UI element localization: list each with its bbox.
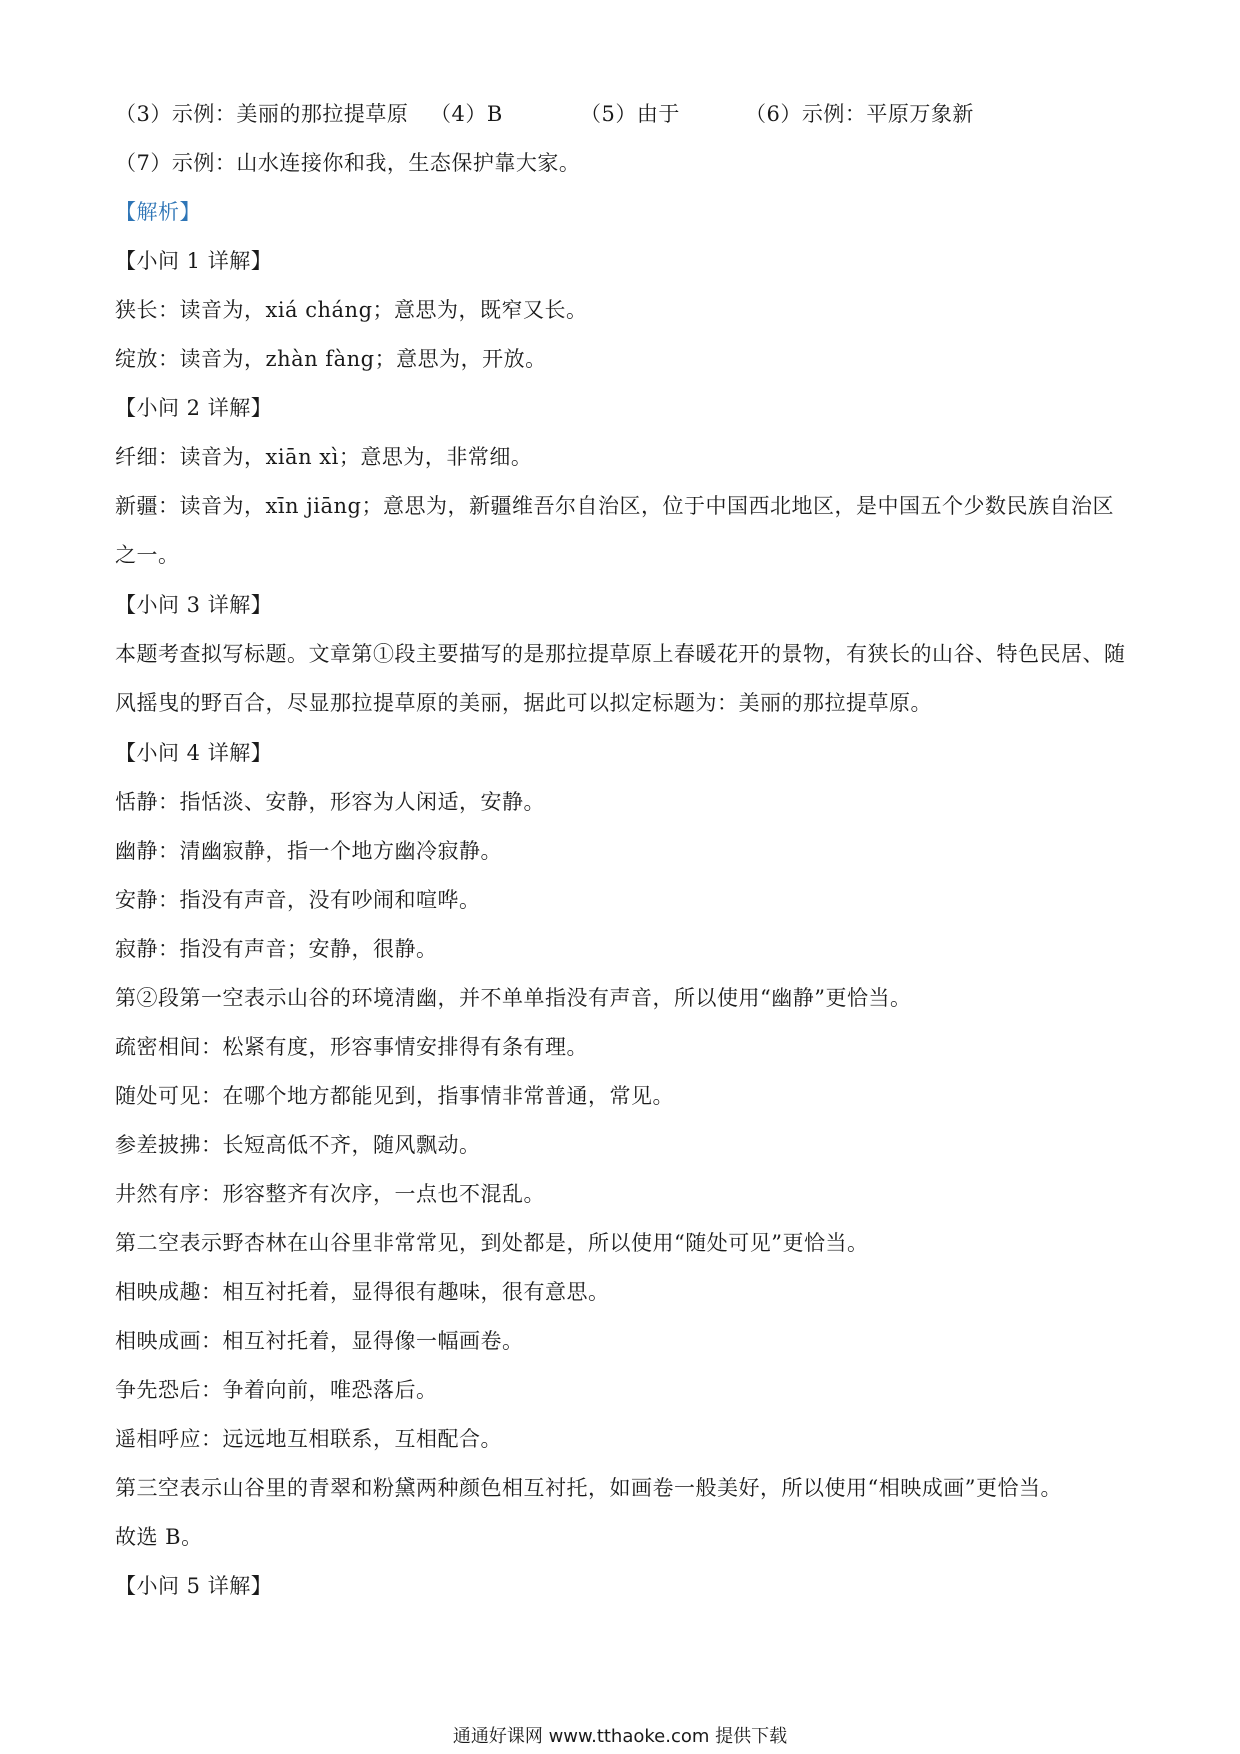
q4-line-4: 寂静：指没有声音；安静，很静。 [115, 937, 438, 961]
page-footer: 通通好课网 www.tthaoke.com 提供下载 [452, 1726, 788, 1747]
document-content [115, 100, 1135, 1621]
q1-heading: 【小问 1 详解】 [115, 249, 273, 273]
q4-line-13: 争先恐后：争着向前，唯恐落后。 [115, 1378, 438, 1402]
q1-line-2: 绽放：读音为，zhàn fàng；意思为，开放。 [115, 347, 547, 371]
answer-5: （5）由于 [580, 102, 680, 126]
q4-line-11: 相映成趣：相互衬托着，显得很有趣味，很有意思。 [115, 1280, 610, 1304]
q1-line-1: 狭长：读音为，xiá cháng；意思为，既窄又长。 [115, 298, 588, 322]
q5-heading: 【小问 5 详解】 [115, 1574, 273, 1598]
q3-heading: 【小问 3 详解】 [115, 593, 273, 617]
answers-row [115, 100, 1135, 128]
q2-heading: 【小问 2 详解】 [115, 396, 273, 420]
q2-line-1: 纤细：读音为，xiān xì；意思为，非常细。 [115, 445, 533, 469]
q4-heading: 【小问 4 详解】 [115, 741, 273, 765]
q4-line-3: 安静：指没有声音，没有吵闹和喧哗。 [115, 888, 481, 912]
q4-line-6: 疏密相间：松紧有度，形容事情安排得有条有理。 [115, 1035, 588, 1059]
analysis-label: 【解析】 [115, 200, 201, 224]
answer-6: （6）示例：平原万象新 [745, 102, 974, 126]
q4-line-7: 随处可见：在哪个地方都能见到，指事情非常普通，常见。 [115, 1084, 674, 1108]
q2-line-2: 新疆：读音为，xīn jiāng；意思为，新疆维吾尔自治区，位于中国西北地区，是中国五个少数民族自治区之一。 [115, 494, 1114, 567]
q3-line-1: 本题考查拟写标题。文章第①段主要描写的是那拉提草原上春暖花开的景物，有狭长的山谷、特色民居、随风摇曳的野百合，尽显那拉提草原的美丽，据此可以拟定标题为：美丽的那拉提草原。 [115, 642, 1126, 715]
answer-3: （3）示例：美丽的那拉提草原 [115, 102, 409, 126]
q4-line-9: 井然有序：形容整齐有次序，一点也不混乱。 [115, 1182, 545, 1206]
q4-line-15: 第三空表示山谷里的青翠和粉黛两种颜色相互衬托，如画卷一般美好，所以使用“相映成画”更恰当。 [115, 1476, 1062, 1500]
q4-line-8: 参差披拂：长短高低不齐，随风飘动。 [115, 1133, 481, 1157]
q4-line-12: 相映成画：相互衬托着，显得像一幅画卷。 [115, 1329, 524, 1353]
q4-line-2: 幽静：清幽寂静，指一个地方幽冷寂静。 [115, 839, 502, 863]
answer-4: （4）B [430, 102, 503, 126]
answer-7: （7）示例：山水连接你和我，生态保护靠大家。 [115, 151, 581, 175]
q4-line-1: 恬静：指恬淡、安静，形容为人闲适，安静。 [115, 790, 545, 814]
q4-line-14: 遥相呼应：远远地互相联系，互相配合。 [115, 1427, 502, 1451]
q4-line-5: 第②段第一空表示山谷的环境清幽，并不单单指没有声音，所以使用“幽静”更恰当。 [115, 986, 912, 1010]
q4-line-16: 故选 B。 [115, 1525, 203, 1549]
q4-line-10: 第二空表示野杏林在山谷里非常常见，到处都是，所以使用“随处可见”更恰当。 [115, 1231, 869, 1255]
